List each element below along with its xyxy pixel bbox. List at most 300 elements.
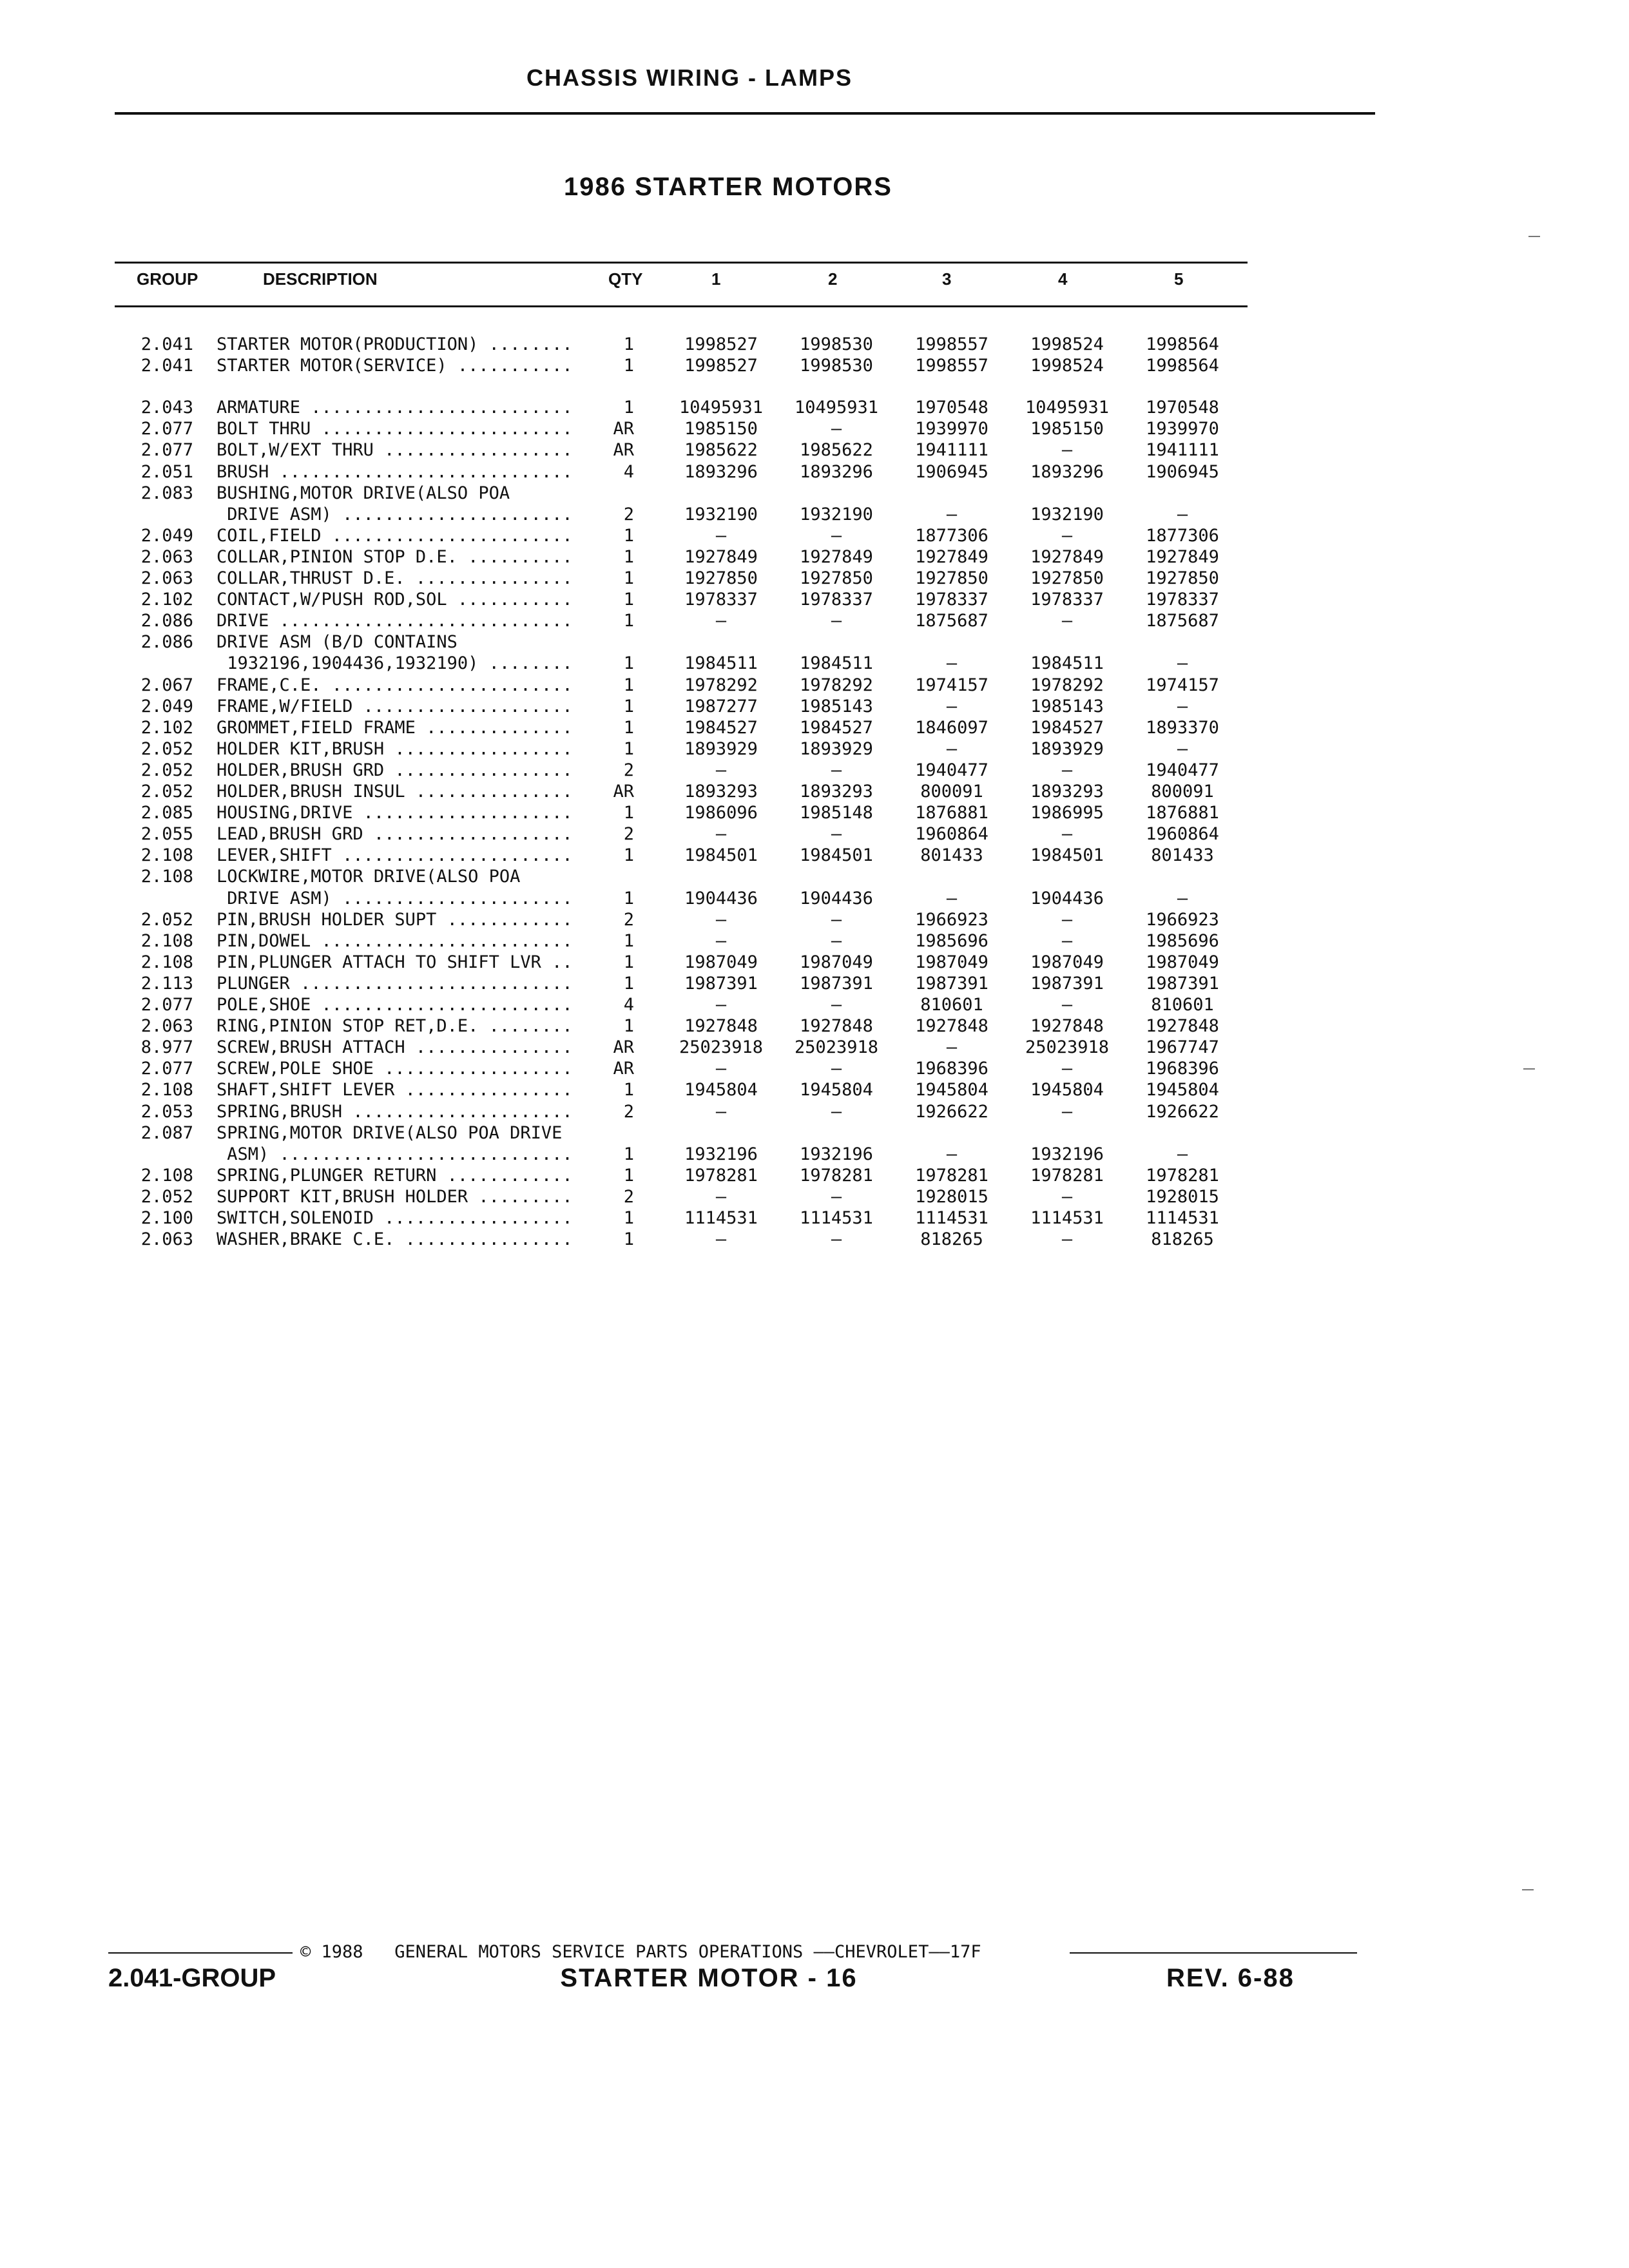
group-number-cell: 2.086 [140, 611, 193, 631]
group-number-cell: 2.049 [140, 525, 193, 546]
qty-cell: 1 [623, 717, 634, 738]
part-number-cell-1: 1998527 [684, 334, 758, 354]
part-number-cell-4: 1987049 [1030, 952, 1104, 972]
group-number-cell: 2.051 [140, 461, 193, 482]
part-number-cell-4: 10495931 [1025, 398, 1110, 418]
group-number-cell: 2.108 [140, 845, 193, 866]
table-row [0, 994, 1629, 1015]
part-number-cell-5: 1987049 [1146, 952, 1219, 972]
part-number-cell-4: 1998524 [1030, 356, 1104, 376]
part-number-cell-4: 1984501 [1030, 845, 1104, 866]
part-number-cell-3: 1877306 [915, 525, 988, 546]
part-number-cell-2: 1984501 [800, 845, 873, 866]
part-number-cell-5: 801433 [1151, 845, 1214, 866]
table-row [0, 866, 1629, 887]
table-row [0, 888, 1629, 909]
table-row [0, 546, 1629, 568]
part-number-cell-2: 1985143 [800, 696, 873, 716]
group-number-cell: 2.085 [140, 803, 193, 823]
description-cell: SCREW,BRUSH ATTACH ............... [217, 1037, 573, 1058]
part-number-cell-4: 1978337 [1030, 590, 1104, 610]
part-number-cell-3: — [946, 1037, 958, 1058]
column-header-2: 2 [828, 269, 838, 289]
footer-rule-left [108, 1952, 293, 1954]
part-number-cell-2: 25023918 [794, 1037, 879, 1058]
qty-cell: 4 [623, 995, 634, 1015]
part-number-cell-3: 1966923 [915, 909, 988, 930]
table-row [0, 439, 1629, 461]
part-number-cell-1: 25023918 [679, 1037, 764, 1058]
description-cell: SPRING,PLUNGER RETURN ............ [217, 1165, 573, 1186]
part-number-cell-1: 1986096 [684, 803, 758, 823]
group-number-cell: 2.108 [140, 1165, 193, 1186]
qty-cell: 1 [623, 334, 634, 354]
qty-cell: 1 [623, 398, 634, 418]
scan-mark [1523, 1068, 1535, 1070]
part-number-cell-5: 1974157 [1146, 675, 1219, 695]
description-cell: FRAME,C.E. ....................... [217, 675, 573, 695]
part-number-cell-2: 1893296 [800, 461, 873, 482]
part-number-cell-5: 1877306 [1146, 525, 1219, 546]
part-number-cell-5: 1876881 [1146, 803, 1219, 823]
part-number-cell-5: 800091 [1151, 782, 1214, 802]
description-cell: HOLDER KIT,BRUSH ................. [217, 738, 573, 759]
qty-cell: 1 [623, 653, 634, 674]
part-number-cell-5: 1927850 [1146, 568, 1219, 588]
part-number-cell-5: 1985696 [1146, 930, 1219, 951]
part-number-cell-5: 1939970 [1146, 419, 1219, 439]
table-row [0, 760, 1629, 781]
part-number-cell-3: 1985696 [915, 930, 988, 951]
table-row [0, 1207, 1629, 1229]
page-header-title: CHASSIS WIRING - LAMPS [526, 64, 853, 91]
part-number-cell-4: 1927848 [1030, 1016, 1104, 1037]
part-number-cell-3: 1960864 [915, 824, 988, 845]
footer-group-label: 2.041-GROUP [108, 1964, 276, 1992]
group-number-cell: 2.063 [140, 568, 193, 588]
part-number-cell-2: 1984511 [800, 653, 873, 674]
qty-cell: AR [613, 782, 634, 802]
group-number-cell: 2.043 [140, 398, 193, 418]
header-rule [115, 112, 1375, 115]
description-cell: STARTER MOTOR(SERVICE) ........... [217, 356, 573, 376]
group-number-cell: 2.052 [140, 760, 193, 780]
part-number-cell-3: 1927850 [915, 568, 988, 588]
part-number-cell-5: — [1177, 888, 1188, 908]
part-number-cell-2: — [831, 995, 842, 1015]
qty-cell: 1 [623, 696, 634, 716]
qty-cell: 2 [623, 1186, 634, 1207]
group-number-cell: 2.077 [140, 419, 193, 439]
part-number-cell-4: — [1061, 930, 1073, 951]
part-number-cell-3: 800091 [920, 782, 983, 802]
qty-cell: 1 [623, 738, 634, 759]
table-row [0, 973, 1629, 994]
qty-cell: 1 [623, 546, 634, 567]
part-number-cell-2: 1985622 [800, 440, 873, 461]
part-number-cell-3: 1968396 [915, 1059, 988, 1079]
group-number-cell: 2.041 [140, 334, 193, 354]
part-number-cell-3: — [946, 504, 958, 524]
column-header-qty: QTY [608, 269, 643, 289]
table-row [0, 568, 1629, 589]
part-number-cell-1: 1893296 [684, 461, 758, 482]
group-number-cell: 2.102 [140, 717, 193, 738]
part-number-cell-4: — [1061, 1229, 1073, 1250]
part-number-cell-3: 1906945 [915, 461, 988, 482]
part-number-cell-4: — [1061, 909, 1073, 930]
group-number-cell: 2.086 [140, 632, 193, 653]
part-number-cell-4: — [1061, 824, 1073, 845]
table-row [0, 845, 1629, 866]
group-number-cell: 2.063 [140, 546, 193, 567]
column-header-group: GROUP [137, 269, 198, 289]
description-cell: LEVER,SHIFT ...................... [217, 845, 573, 866]
column-header-3: 3 [942, 269, 952, 289]
description-cell: DRIVE ASM) ...................... [217, 504, 573, 524]
description-cell: SCREW,POLE SHOE .................. [217, 1059, 573, 1079]
qty-cell: 1 [623, 1144, 634, 1164]
qty-cell: AR [613, 1059, 634, 1079]
table-row [0, 334, 1629, 355]
part-number-cell-4: 1904436 [1030, 888, 1104, 908]
footer-copyright: © 1988 GENERAL MOTORS SERVICE PARTS OPERATIONS ——CHEVROLET——17F [300, 1942, 981, 1962]
part-number-cell-2: — [831, 760, 842, 780]
description-cell: PIN,BRUSH HOLDER SUPT ............ [217, 909, 573, 930]
table-row [0, 610, 1629, 631]
part-number-cell-3: 1998557 [915, 356, 988, 376]
part-number-cell-5: — [1177, 696, 1188, 716]
part-number-cell-4: 1945804 [1030, 1080, 1104, 1100]
part-number-cell-5: 1927849 [1146, 546, 1219, 567]
part-number-cell-1: 1893929 [684, 738, 758, 759]
part-number-cell-3: 1987391 [915, 973, 988, 994]
part-number-cell-5: 1875687 [1146, 611, 1219, 631]
part-number-cell-3: — [946, 653, 958, 674]
description-cell: HOLDER,BRUSH GRD ................. [217, 760, 573, 780]
group-number-cell: 2.102 [140, 590, 193, 610]
part-number-cell-2: 1978337 [800, 590, 873, 610]
part-number-cell-3: — [946, 738, 958, 759]
table-row [0, 1186, 1629, 1207]
part-number-cell-2: 1932196 [800, 1144, 873, 1164]
qty-cell: 1 [623, 930, 634, 951]
part-number-cell-5: 1941111 [1146, 440, 1219, 461]
part-number-cell-2: 10495931 [794, 398, 879, 418]
description-cell: CONTACT,W/PUSH ROD,SOL ........... [217, 590, 573, 610]
part-number-cell-2: 1978281 [800, 1165, 873, 1186]
part-number-cell-3: 801433 [920, 845, 983, 866]
part-number-cell-1: 1932196 [684, 1144, 758, 1164]
part-number-cell-5: 1998564 [1146, 334, 1219, 354]
group-number-cell: 2.052 [140, 1186, 193, 1207]
part-number-cell-3: 1987049 [915, 952, 988, 972]
group-number-cell: 2.077 [140, 995, 193, 1015]
qty-cell: 1 [623, 888, 634, 908]
part-number-cell-3: 1974157 [915, 675, 988, 695]
description-cell: ARMATURE ......................... [217, 398, 573, 418]
part-number-cell-1: 1945804 [684, 1080, 758, 1100]
part-number-cell-1: 1932190 [684, 504, 758, 524]
qty-cell: 1 [623, 590, 634, 610]
part-number-cell-1: — [715, 1229, 727, 1250]
group-number-cell: 2.108 [140, 930, 193, 951]
footer-page-label: STARTER MOTOR - 16 [560, 1964, 858, 1992]
part-number-cell-1: 1893293 [684, 782, 758, 802]
part-number-cell-4: 1927850 [1030, 568, 1104, 588]
table-row [0, 696, 1629, 717]
part-number-cell-4: 1932196 [1030, 1144, 1104, 1164]
qty-cell: 1 [623, 525, 634, 546]
part-number-cell-3: 1846097 [915, 717, 988, 738]
part-number-cell-3: 1970548 [915, 398, 988, 418]
part-number-cell-5: 1960864 [1146, 824, 1219, 845]
description-cell: SWITCH,SOLENOID .................. [217, 1208, 573, 1228]
part-number-cell-1: — [715, 930, 727, 951]
description-cell: BOLT THRU ........................ [217, 419, 573, 439]
part-number-cell-2: 1987391 [800, 973, 873, 994]
part-number-cell-3: 1926622 [915, 1101, 988, 1122]
part-number-cell-1: — [715, 760, 727, 780]
table-row [0, 1144, 1629, 1165]
group-number-cell: 2.100 [140, 1208, 193, 1228]
table-row [0, 1058, 1629, 1079]
part-number-cell-1: 1927848 [684, 1016, 758, 1037]
group-number-cell: 2.055 [140, 824, 193, 845]
part-number-cell-1: — [715, 824, 727, 845]
part-number-cell-2: 1987049 [800, 952, 873, 972]
part-number-cell-3: — [946, 888, 958, 908]
description-cell: 1932196,1904436,1932190) ........ [217, 653, 573, 674]
part-number-cell-1: 1984501 [684, 845, 758, 866]
table-row [0, 1101, 1629, 1122]
part-number-cell-1: — [715, 1186, 727, 1207]
part-number-cell-1: 1927850 [684, 568, 758, 588]
part-number-cell-2: 1114531 [800, 1208, 873, 1228]
column-header-4: 4 [1058, 269, 1068, 289]
group-number-cell: 2.052 [140, 782, 193, 802]
scan-mark [1528, 236, 1540, 237]
description-cell: SHAFT,SHIFT LEVER ................ [217, 1080, 573, 1100]
group-number-cell: 2.052 [140, 738, 193, 759]
group-number-cell: 2.108 [140, 1080, 193, 1100]
part-number-cell-3: 1928015 [915, 1186, 988, 1207]
footer-rule-right [1070, 1952, 1357, 1954]
part-number-cell-5: 1945804 [1146, 1080, 1219, 1100]
qty-cell: 1 [623, 611, 634, 631]
part-number-cell-3: 1998557 [915, 334, 988, 354]
table-row [0, 461, 1629, 483]
part-number-cell-4: — [1061, 611, 1073, 631]
part-number-cell-5: 818265 [1151, 1229, 1214, 1250]
part-number-cell-2: — [831, 1059, 842, 1079]
table-row [0, 1165, 1629, 1186]
table-row [0, 738, 1629, 760]
description-cell: STARTER MOTOR(PRODUCTION) ........ [217, 334, 573, 354]
qty-cell: AR [613, 1037, 634, 1058]
part-number-cell-4: 1984527 [1030, 717, 1104, 738]
description-cell: SPRING,BRUSH ..................... [217, 1101, 573, 1122]
part-number-cell-4: 1932190 [1030, 504, 1104, 524]
part-number-cell-5: 810601 [1151, 995, 1214, 1015]
part-number-cell-5: — [1177, 1144, 1188, 1164]
description-cell: COLLAR,THRUST D.E. ............... [217, 568, 573, 588]
group-number-cell: 2.063 [140, 1016, 193, 1037]
description-cell: ASM) ............................ [217, 1144, 573, 1164]
table-row [0, 525, 1629, 546]
qty-cell: 1 [623, 675, 634, 695]
group-number-cell: 2.113 [140, 973, 193, 994]
part-number-cell-3: 818265 [920, 1229, 983, 1250]
footer-revision: REV. 6-88 [1166, 1964, 1295, 1992]
part-number-cell-1: — [715, 525, 727, 546]
part-number-cell-2: — [831, 525, 842, 546]
description-cell: PIN,PLUNGER ATTACH TO SHIFT LVR .. [217, 952, 573, 972]
part-number-cell-1: 1987391 [684, 973, 758, 994]
description-cell: POLE,SHOE ........................ [217, 995, 573, 1015]
part-number-cell-3: 1114531 [915, 1208, 988, 1228]
part-number-cell-1: — [715, 611, 727, 631]
description-cell: PLUNGER .......................... [217, 973, 573, 994]
part-number-cell-1: 1978337 [684, 590, 758, 610]
section-title: 1986 STARTER MOTORS [564, 173, 892, 201]
part-number-cell-3: — [946, 696, 958, 716]
part-number-cell-5: 1978281 [1146, 1165, 1219, 1186]
qty-cell: AR [613, 440, 634, 461]
part-number-cell-5: 1926622 [1146, 1101, 1219, 1122]
part-number-cell-1: 1985622 [684, 440, 758, 461]
description-cell: HOLDER,BRUSH INSUL ............... [217, 782, 573, 802]
part-number-cell-4: 1893293 [1030, 782, 1104, 802]
group-number-cell: 2.049 [140, 696, 193, 716]
part-number-cell-3: 810601 [920, 995, 983, 1015]
table-row [0, 653, 1629, 674]
part-number-cell-5: 1966923 [1146, 909, 1219, 930]
column-header-5: 5 [1174, 269, 1184, 289]
description-cell: LOCKWIRE,MOTOR DRIVE(ALSO POA [217, 867, 521, 887]
part-number-cell-4: 1893296 [1030, 461, 1104, 482]
table-row [0, 781, 1629, 802]
part-number-cell-4: 1927849 [1030, 546, 1104, 567]
table-row [0, 483, 1629, 504]
part-number-cell-5: 1893370 [1146, 717, 1219, 738]
qty-cell: 1 [623, 1016, 634, 1037]
group-number-cell: 2.052 [140, 909, 193, 930]
column-header-1: 1 [711, 269, 721, 289]
part-number-cell-3: 1940477 [915, 760, 988, 780]
qty-cell: 1 [623, 973, 634, 994]
part-number-cell-4: 1984511 [1030, 653, 1104, 674]
part-number-cell-1: 1987277 [684, 696, 758, 716]
qty-cell: 1 [623, 952, 634, 972]
part-number-cell-5: 1987391 [1146, 973, 1219, 994]
part-number-cell-5: 1114531 [1146, 1208, 1219, 1228]
table-header-rule [115, 305, 1248, 307]
table-row [0, 1037, 1629, 1058]
description-cell: FRAME,W/FIELD .................... [217, 696, 573, 716]
part-number-cell-5: 1928015 [1146, 1186, 1219, 1207]
part-number-cell-1: 1998527 [684, 356, 758, 376]
group-number-cell: 2.067 [140, 675, 193, 695]
part-number-cell-2: 1927848 [800, 1016, 873, 1037]
group-number-cell: 2.077 [140, 440, 193, 461]
part-number-cell-4: — [1061, 1059, 1073, 1079]
description-cell: DRIVE ASM (B/D CONTAINS [217, 632, 458, 653]
part-number-cell-2: 1927849 [800, 546, 873, 567]
description-cell: SUPPORT KIT,BRUSH HOLDER ......... [217, 1186, 573, 1207]
part-number-cell-3: 1941111 [915, 440, 988, 461]
part-number-cell-2: — [831, 611, 842, 631]
table-row [0, 1015, 1629, 1037]
description-cell: DRIVE ASM) ...................... [217, 888, 573, 908]
group-number-cell: 8.977 [140, 1037, 193, 1058]
table-row [0, 504, 1629, 525]
qty-cell: 2 [623, 1101, 634, 1122]
part-number-cell-1: 1987049 [684, 952, 758, 972]
part-number-cell-3: 1978337 [915, 590, 988, 610]
part-number-cell-2: 1985148 [800, 803, 873, 823]
description-cell: WASHER,BRAKE C.E. ................ [217, 1229, 573, 1250]
part-number-cell-4: — [1061, 760, 1073, 780]
table-row [0, 1079, 1629, 1100]
table-row [0, 675, 1629, 696]
table-row [0, 952, 1629, 973]
part-number-cell-5: 1968396 [1146, 1059, 1219, 1079]
table-row [0, 717, 1629, 738]
part-number-cell-2: 1998530 [800, 356, 873, 376]
table-row [0, 397, 1629, 418]
qty-cell: 1 [623, 356, 634, 376]
part-number-cell-1: 1984511 [684, 653, 758, 674]
part-number-cell-2: — [831, 1101, 842, 1122]
part-number-cell-2: 1893929 [800, 738, 873, 759]
part-number-cell-5: — [1177, 504, 1188, 524]
part-number-cell-2: 1904436 [800, 888, 873, 908]
part-number-cell-2: — [831, 909, 842, 930]
part-number-cell-2: 1893293 [800, 782, 873, 802]
qty-cell: 1 [623, 803, 634, 823]
part-number-cell-2: 1998530 [800, 334, 873, 354]
part-number-cell-3: 1927849 [915, 546, 988, 567]
group-number-cell: 2.083 [140, 483, 193, 503]
part-number-cell-4: 1978292 [1030, 675, 1104, 695]
part-number-cell-1: 1978281 [684, 1165, 758, 1186]
part-number-cell-5: 1927848 [1146, 1016, 1219, 1037]
description-cell: BOLT,W/EXT THRU .................. [217, 440, 573, 461]
part-number-cell-5: 1998564 [1146, 356, 1219, 376]
part-number-cell-2: 1978292 [800, 675, 873, 695]
group-number-cell: 2.087 [140, 1122, 193, 1143]
group-number-cell: 2.063 [140, 1229, 193, 1250]
table-row [0, 589, 1629, 610]
part-number-cell-3: 1876881 [915, 803, 988, 823]
qty-cell: 1 [623, 1080, 634, 1100]
description-cell: PIN,DOWEL ........................ [217, 930, 573, 951]
qty-cell: 2 [623, 909, 634, 930]
part-number-cell-4: — [1061, 995, 1073, 1015]
part-number-cell-4: 1998524 [1030, 334, 1104, 354]
description-cell: COLLAR,PINION STOP D.E. .......... [217, 546, 573, 567]
part-number-cell-4: 1987391 [1030, 973, 1104, 994]
part-number-cell-4: 1985150 [1030, 419, 1104, 439]
part-number-cell-3: 1939970 [915, 419, 988, 439]
part-number-cell-2: 1932190 [800, 504, 873, 524]
part-number-cell-1: — [715, 909, 727, 930]
part-number-cell-3: 1978281 [915, 1165, 988, 1186]
table-row [0, 1229, 1629, 1250]
part-number-cell-4: 1986995 [1030, 803, 1104, 823]
table-row [0, 909, 1629, 930]
